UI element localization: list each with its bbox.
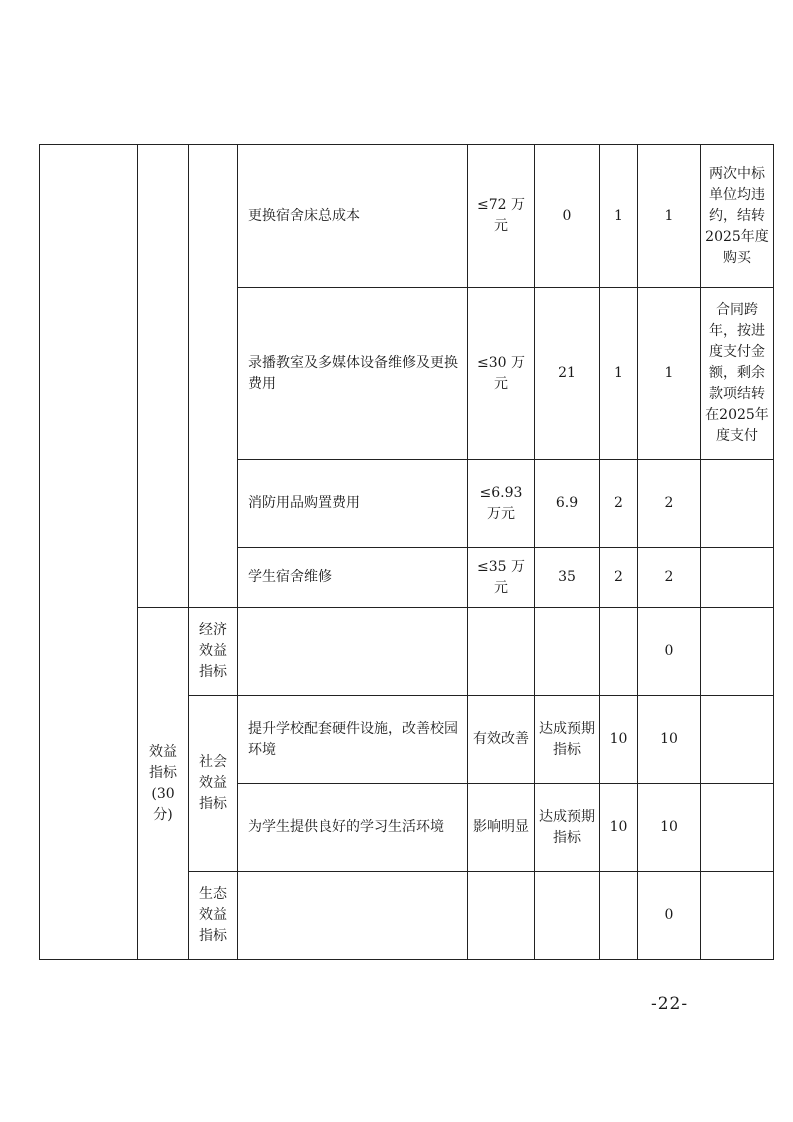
note-text	[701, 872, 774, 960]
actual-value: 达成预期指标	[535, 784, 600, 872]
actual-value	[535, 872, 600, 960]
score-value: 0	[638, 872, 701, 960]
indicator-name: 更换宿舍床总成本	[238, 145, 468, 288]
score-value: 2	[638, 460, 701, 548]
indicator-name	[238, 608, 468, 696]
actual-value: 6.9	[535, 460, 600, 548]
social-benefit-label: 社会效益指标	[189, 696, 238, 872]
target-value	[468, 872, 535, 960]
second-level-indicator-cell	[138, 145, 189, 608]
target-value: ≤6.93 万元	[468, 460, 535, 548]
page-number: -22-	[651, 994, 689, 1014]
target-value: ≤35 万元	[468, 548, 535, 608]
score-value: 10	[638, 784, 701, 872]
actual-value: 35	[535, 548, 600, 608]
weight-value: 1	[600, 145, 638, 288]
actual-value: 达成预期指标	[535, 696, 600, 784]
note-text	[701, 460, 774, 548]
score-value: 10	[638, 696, 701, 784]
indicator-name: 提升学校配套硬件设施，改善校园环境	[238, 696, 468, 784]
note-text	[701, 548, 774, 608]
actual-value: 21	[535, 288, 600, 460]
table-row	[40, 145, 774, 288]
indicator-name: 录播教室及多媒体设备维修及更换费用	[238, 288, 468, 460]
indicator-name: 消防用品购置费用	[238, 460, 468, 548]
weight-value	[600, 872, 638, 960]
target-value: ≤72 万元	[468, 145, 535, 288]
score-value: 1	[638, 288, 701, 460]
score-value: 0	[638, 608, 701, 696]
score-value: 2	[638, 548, 701, 608]
weight-value: 2	[600, 548, 638, 608]
target-value: 有效改善	[468, 696, 535, 784]
benefit-category-label: 效益指标(30分)	[138, 608, 189, 960]
weight-value: 10	[600, 696, 638, 784]
performance-table	[39, 144, 774, 960]
note-text: 合同跨年，按进度支付金额，剩余款项结转在2025年度支付	[701, 288, 774, 460]
weight-value: 2	[600, 460, 638, 548]
weight-value: 10	[600, 784, 638, 872]
score-value: 1	[638, 145, 701, 288]
target-value: ≤30 万元	[468, 288, 535, 460]
first-level-indicator-cell	[40, 145, 138, 960]
note-text	[701, 784, 774, 872]
ecological-benefit-label: 生态效益指标	[189, 872, 238, 960]
actual-value	[535, 608, 600, 696]
table-row	[40, 608, 774, 696]
note-text: 两次中标单位均违约，结转2025年度购买	[701, 145, 774, 288]
target-value: 影响明显	[468, 784, 535, 872]
indicator-name: 为学生提供良好的学习生活环境	[238, 784, 468, 872]
weight-value	[600, 608, 638, 696]
note-text	[701, 608, 774, 696]
weight-value: 1	[600, 288, 638, 460]
actual-value: 0	[535, 145, 600, 288]
target-value	[468, 608, 535, 696]
economic-benefit-label: 经济效益指标	[189, 608, 238, 696]
note-text	[701, 696, 774, 784]
indicator-name	[238, 872, 468, 960]
third-level-indicator-cell	[189, 145, 238, 608]
indicator-name: 学生宿舍维修	[238, 548, 468, 608]
